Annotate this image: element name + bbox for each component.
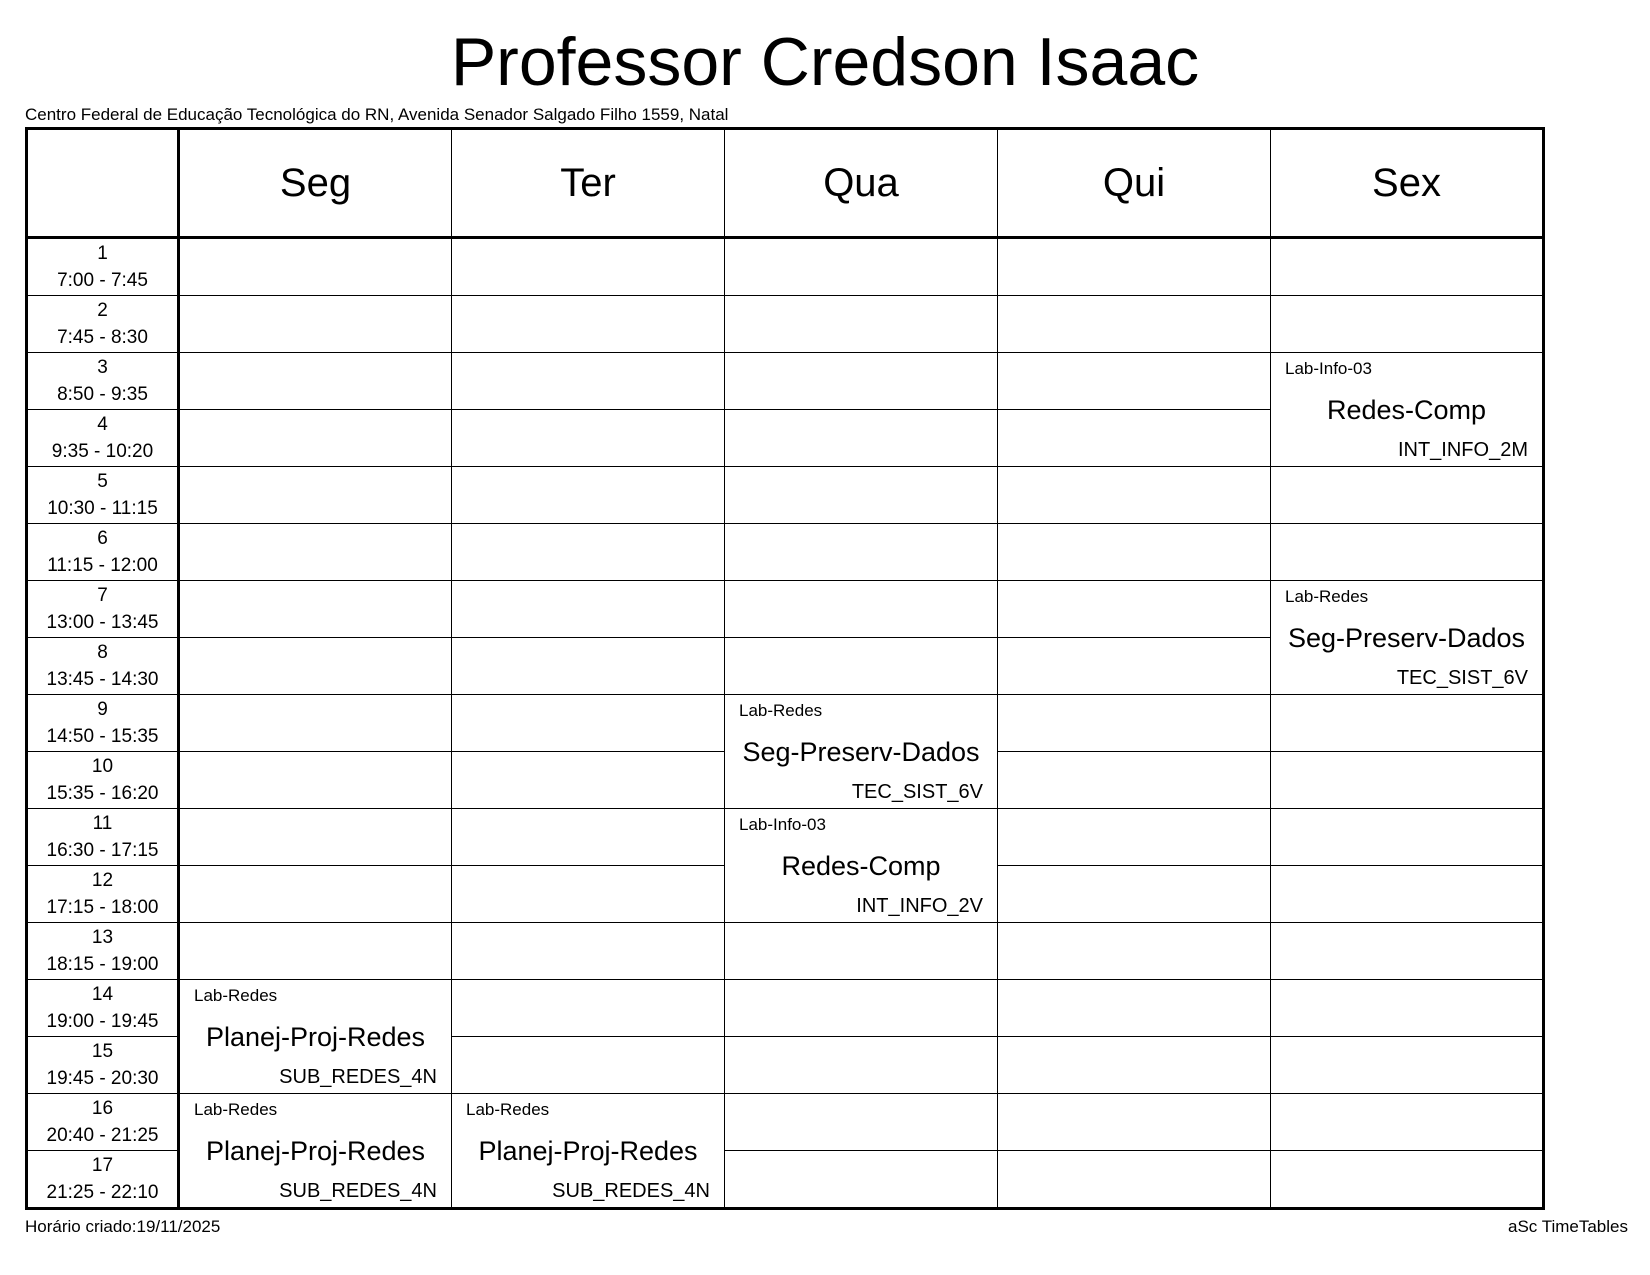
empty-slot	[179, 524, 452, 581]
empty-slot	[452, 638, 725, 695]
empty-slot	[998, 467, 1271, 524]
lesson-subject: Redes-Comp	[1326, 395, 1487, 425]
lesson-room: Lab-Redes	[194, 986, 278, 1005]
period-cell	[27, 296, 179, 353]
empty-slot	[998, 1151, 1271, 1209]
period-number: 14	[91, 984, 114, 1005]
period-time: 17:15 - 18:00	[46, 897, 159, 918]
period-row	[27, 238, 1544, 296]
period-time: 8:50 - 9:35	[57, 384, 148, 405]
empty-slot	[1271, 1094, 1544, 1151]
empty-slot	[725, 353, 998, 410]
empty-slot	[452, 353, 725, 410]
empty-slot	[998, 353, 1271, 410]
period-number: 5	[97, 471, 108, 492]
period-cell	[27, 467, 179, 524]
empty-slot	[179, 809, 452, 866]
period-time: 21:25 - 22:10	[46, 1182, 159, 1203]
period-time: 13:00 - 13:45	[46, 612, 159, 633]
period-row	[27, 923, 1544, 980]
period-cell	[27, 695, 179, 752]
empty-slot	[1271, 238, 1544, 296]
lesson-class: INT_INFO_2V	[856, 895, 983, 917]
empty-slot	[452, 581, 725, 638]
period-number: 12	[91, 870, 114, 891]
empty-slot	[998, 866, 1271, 923]
empty-slot	[725, 524, 998, 581]
period-number: 7	[97, 585, 108, 606]
empty-slot	[1271, 524, 1544, 581]
empty-slot	[179, 410, 452, 467]
lesson-room: Lab-Info-03	[739, 815, 826, 834]
empty-slot	[179, 923, 452, 980]
empty-slot	[179, 353, 452, 410]
period-time: 13:45 - 14:30	[46, 669, 159, 690]
empty-slot	[179, 581, 452, 638]
lesson-class: SUB_REDES_4N	[279, 1066, 437, 1088]
created-date: Horário criado:19/11/2025	[25, 1217, 221, 1236]
empty-slot	[998, 638, 1271, 695]
lesson-card[interactable]	[179, 1094, 452, 1209]
empty-slot	[998, 581, 1271, 638]
lesson-class: TEC_SIST_6V	[1396, 667, 1528, 689]
empty-slot	[452, 980, 725, 1037]
lesson-card[interactable]	[452, 1094, 725, 1209]
empty-slot	[725, 1151, 998, 1209]
empty-slot	[998, 296, 1271, 353]
empty-slot	[725, 1094, 998, 1151]
period-time: 11:15 - 12:00	[47, 555, 158, 576]
lesson-subject: Redes-Comp	[781, 851, 941, 881]
day-header: Qua	[725, 129, 998, 238]
period-number: 11	[92, 813, 113, 834]
period-cell	[27, 1037, 179, 1094]
period-number: 1	[97, 243, 108, 264]
period-cell	[27, 752, 179, 809]
lesson-room: Lab-Redes	[1285, 587, 1369, 606]
lesson-class: SUB_REDES_4N	[552, 1180, 710, 1202]
period-time: 18:15 - 19:00	[46, 954, 159, 975]
lesson-room: Lab-Redes	[466, 1100, 550, 1119]
period-cell	[27, 581, 179, 638]
empty-slot	[452, 410, 725, 467]
school-address: Centro Federal de Educação Tecnológica do RN, Avenida Senador Salgado Filho 1559, Natal	[25, 105, 729, 124]
empty-slot	[452, 923, 725, 980]
empty-slot	[1271, 296, 1544, 353]
period-time: 19:45 - 20:30	[46, 1068, 159, 1089]
empty-slot	[452, 695, 725, 752]
period-row	[27, 353, 1544, 410]
lesson-room: Lab-Redes	[739, 701, 823, 720]
lesson-card[interactable]	[725, 809, 998, 923]
period-number: 3	[97, 357, 108, 378]
day-header: Sex	[1271, 129, 1544, 238]
period-number: 17	[91, 1155, 114, 1176]
period-time: 15:35 - 16:20	[46, 783, 159, 804]
empty-slot	[179, 866, 452, 923]
period-number: 2	[97, 300, 108, 321]
lesson-room: Lab-Redes	[194, 1100, 278, 1119]
lesson-subject: Planej-Proj-Redes	[478, 1136, 698, 1166]
empty-slot	[998, 238, 1271, 296]
empty-slot	[1271, 923, 1544, 980]
lesson-card[interactable]	[1271, 581, 1544, 695]
period-cell	[27, 866, 179, 923]
empty-slot	[998, 980, 1271, 1037]
period-cell	[27, 809, 179, 866]
period-cell	[27, 980, 179, 1037]
period-time: 7:00 - 7:45	[57, 270, 148, 291]
empty-slot	[998, 695, 1271, 752]
period-row	[27, 1094, 1544, 1151]
empty-slot	[725, 581, 998, 638]
software-credit: aSc TimeTables	[1508, 1217, 1628, 1236]
empty-slot	[998, 524, 1271, 581]
empty-slot	[1271, 467, 1544, 524]
empty-slot	[179, 467, 452, 524]
empty-slot	[1271, 752, 1544, 809]
period-number: 16	[91, 1098, 114, 1119]
empty-slot	[179, 296, 452, 353]
empty-slot	[1271, 866, 1544, 923]
empty-slot	[452, 467, 725, 524]
day-header-row	[27, 129, 1544, 238]
empty-slot	[452, 524, 725, 581]
day-header: Qui	[998, 129, 1271, 238]
period-cell	[27, 410, 179, 467]
period-time: 14:50 - 15:35	[46, 726, 159, 747]
period-number: 10	[91, 756, 114, 777]
period-row	[27, 296, 1544, 353]
period-row	[27, 581, 1544, 638]
lesson-subject: Seg-Preserv-Dados	[1287, 623, 1526, 653]
period-row	[27, 467, 1544, 524]
empty-slot	[179, 238, 452, 296]
empty-slot	[452, 866, 725, 923]
empty-slot	[998, 752, 1271, 809]
period-cell	[27, 923, 179, 980]
lesson-room: Lab-Info-03	[1285, 359, 1372, 378]
lesson-class: SUB_REDES_4N	[279, 1180, 437, 1202]
period-time: 9:35 - 10:20	[51, 441, 154, 462]
timetable	[25, 127, 1545, 1210]
empty-slot	[998, 410, 1271, 467]
period-number: 8	[97, 642, 108, 663]
lesson-subject: Planej-Proj-Redes	[205, 1022, 426, 1052]
lesson-card[interactable]	[725, 695, 998, 809]
empty-slot	[998, 1037, 1271, 1094]
day-header: Ter	[452, 129, 725, 238]
lesson-subject: Planej-Proj-Redes	[205, 1136, 426, 1166]
period-cell	[27, 524, 179, 581]
lesson-card[interactable]	[179, 980, 452, 1094]
empty-slot	[998, 1094, 1271, 1151]
period-number: 9	[97, 699, 108, 720]
period-row	[27, 980, 1544, 1037]
period-cell	[27, 353, 179, 410]
period-row	[27, 524, 1544, 581]
empty-slot	[725, 1037, 998, 1094]
corner-cell	[27, 129, 179, 238]
empty-slot	[452, 752, 725, 809]
empty-slot	[1271, 980, 1544, 1037]
period-cell	[27, 238, 179, 296]
day-header: Seg	[179, 129, 452, 238]
period-number: 4	[97, 414, 108, 435]
empty-slot	[452, 296, 725, 353]
period-row	[27, 695, 1544, 752]
lesson-subject: Seg-Preserv-Dados	[742, 737, 980, 767]
lesson-card[interactable]	[1271, 353, 1544, 467]
empty-slot	[452, 238, 725, 296]
empty-slot	[725, 923, 998, 980]
period-number: 15	[91, 1041, 114, 1062]
period-time: 16:30 - 17:15	[46, 840, 159, 861]
empty-slot	[725, 638, 998, 695]
empty-slot	[725, 980, 998, 1037]
period-time: 20:40 - 21:25	[46, 1125, 159, 1146]
empty-slot	[725, 410, 998, 467]
empty-slot	[998, 809, 1271, 866]
empty-slot	[725, 296, 998, 353]
empty-slot	[998, 923, 1271, 980]
period-cell	[27, 1151, 179, 1209]
empty-slot	[725, 238, 998, 296]
period-row	[27, 809, 1544, 866]
empty-slot	[179, 638, 452, 695]
empty-slot	[179, 695, 452, 752]
empty-slot	[452, 809, 725, 866]
period-number: 13	[91, 927, 114, 948]
period-number: 6	[97, 528, 108, 549]
empty-slot	[1271, 809, 1544, 866]
period-cell	[27, 1094, 179, 1151]
period-cell	[27, 638, 179, 695]
lesson-class: TEC_SIST_6V	[851, 781, 983, 803]
empty-slot	[452, 1037, 725, 1094]
empty-slot	[1271, 1151, 1544, 1209]
empty-slot	[1271, 1037, 1544, 1094]
empty-slot	[725, 467, 998, 524]
lesson-class: INT_INFO_2M	[1397, 439, 1528, 461]
period-time: 19:00 - 19:45	[46, 1011, 159, 1032]
period-time: 10:30 - 11:15	[47, 498, 158, 519]
page-title: Professor Credson Isaac	[450, 24, 1200, 100]
empty-slot	[1271, 695, 1544, 752]
period-time: 7:45 - 8:30	[57, 327, 148, 348]
empty-slot	[179, 752, 452, 809]
